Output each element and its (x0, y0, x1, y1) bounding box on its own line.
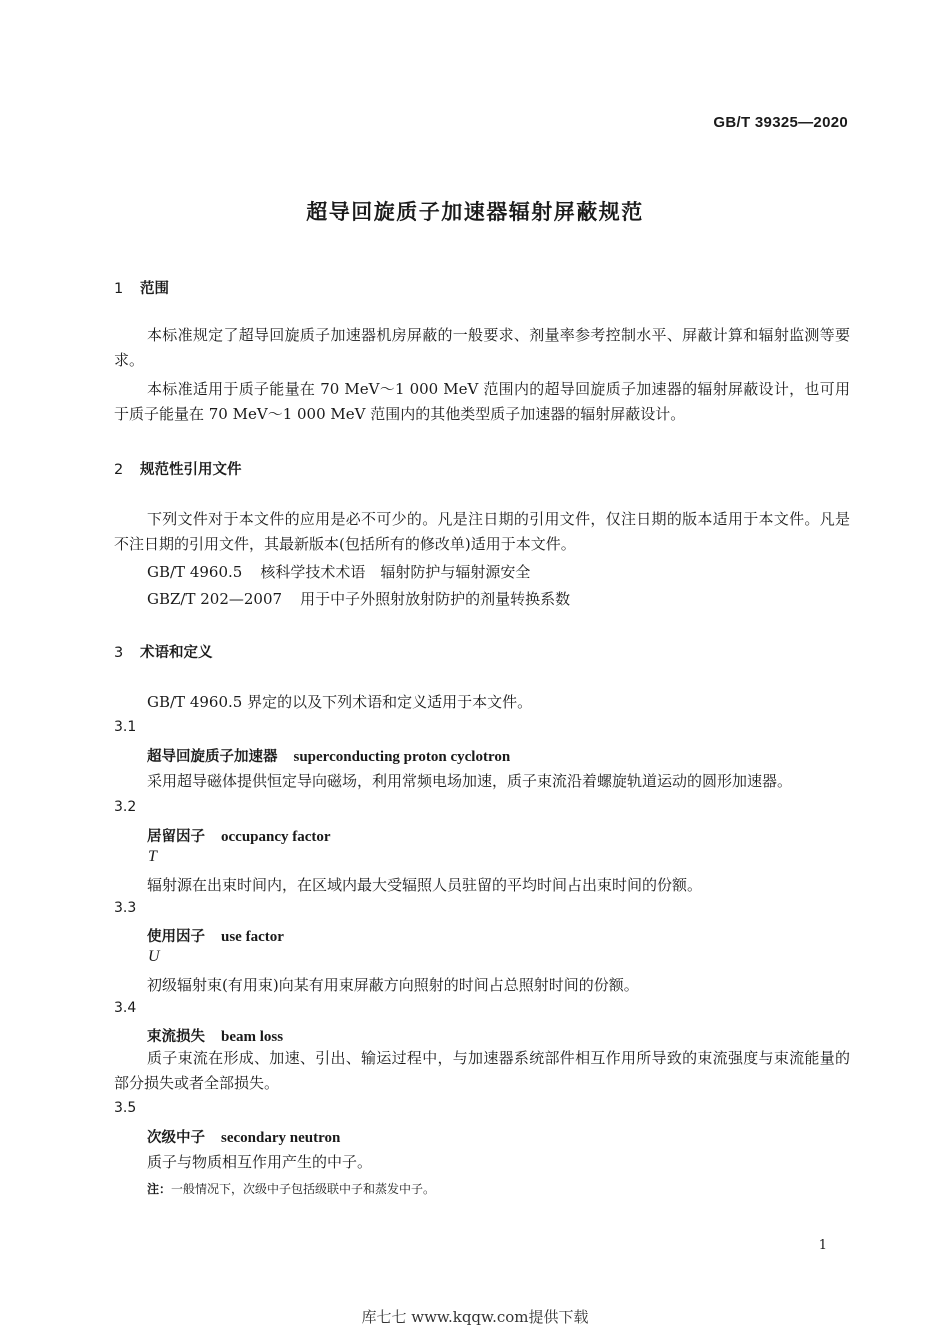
term-title (147, 1126, 340, 1147)
term-zh: 使用因子 (147, 929, 205, 945)
term-definition: 初级辐射束(有用束)向某有用束屏蔽方向照射的时间占总照射时间的份额。 (147, 976, 639, 994)
term-en: use factor (221, 929, 284, 945)
term-symbol: U (148, 948, 160, 965)
term-en: beam loss (221, 1029, 284, 1045)
download-footer: 库七七 www.kqqw.com提供下载 (361, 1308, 589, 1326)
reference-code: GBZ/T 202—2007 (147, 590, 283, 608)
term-title (147, 925, 284, 946)
reference-item (147, 561, 530, 582)
term-title (147, 745, 510, 766)
standard-number: GB/T 39325—2020 (713, 114, 848, 131)
term-title (147, 825, 331, 846)
term-number: 3.1 (114, 719, 137, 735)
term-zh: 居留因子 (147, 829, 205, 845)
note (147, 1180, 435, 1197)
term-definition: 质子束流在形成、加速、引出、输运过程中，与加速器系统部件相互作用所导致的束流强度与束流能量的部分损失或者全部损失。 (114, 1049, 850, 1092)
term-number: 3.5 (114, 1100, 137, 1116)
page-number: 1 (818, 1238, 827, 1253)
section-number: 3 (114, 645, 124, 661)
term-en: occupancy factor (221, 829, 331, 845)
term-number: 3.3 (114, 900, 137, 916)
note-label: 注： (147, 1182, 172, 1196)
term-definition: 质子与物质相互作用产生的中子。 (147, 1153, 373, 1171)
term-title (147, 1025, 283, 1046)
section-2-heading (114, 458, 242, 479)
note-text: 一般情况下，次级中子包括级联中子和蒸发中子。 (171, 1182, 436, 1196)
reference-item (147, 588, 570, 609)
section-number: 1 (114, 281, 124, 297)
section-3-heading (114, 641, 213, 662)
term-en: superconducting proton cyclotron (293, 749, 511, 765)
section-title: 规范性引用文件 (140, 462, 242, 478)
term-number: 3.4 (114, 1000, 137, 1016)
section-3-intro: GB/T 4960.5 界定的以及下列术语和定义适用于本文件。 (147, 693, 533, 711)
section-1-heading (114, 277, 169, 298)
section-2-paragraph-1: 下列文件对于本文件的应用是必不可少的。凡是注日期的引用文件，仅注日期的版本适用于本文件。凡是不注日期的引用文件，其最新版本(包括所有的修改单)适用于本文件。 (114, 510, 850, 553)
term-en: secondary neutron (221, 1130, 341, 1146)
term-symbol: T (148, 848, 157, 865)
reference-code: GB/T 4960.5 (147, 563, 243, 581)
reference-name: 用于中子外照射放射防护的剂量转换系数 (300, 590, 571, 608)
section-1-paragraph-1: 本标准规定了超导回旋质子加速器机房屏蔽的一般要求、剂量率参考控制水平、屏蔽计算和辐射监测等要求。 (114, 326, 850, 369)
section-number: 2 (114, 462, 124, 478)
term-zh: 超导回旋质子加速器 (147, 749, 278, 765)
term-zh: 次级中子 (147, 1130, 205, 1146)
document-title: 超导回旋质子加速器辐射屏蔽规范 (306, 200, 644, 224)
section-1-paragraph-2: 本标准适用于质子能量在 70 MeV～1 000 MeV 范围内的超导回旋质子加速器的辐射屏蔽设计，也可用于质子能量在 70 MeV～1 000 MeV 范围内的其他类型质子加速器的辐射屏蔽设计。 (114, 380, 850, 423)
term-definition: 采用超导磁体提供恒定导向磁场，利用常频电场加速，质子束流沿着螺旋轨道运动的圆形加速器。 (147, 772, 793, 790)
section-title: 术语和定义 (140, 645, 213, 661)
reference-name: 核科学技术术语 辐射防护与辐射源安全 (260, 563, 531, 581)
section-title: 范围 (140, 281, 169, 297)
term-definition: 辐射源在出束时间内，在区域内最大受辐照人员驻留的平均时间占出束时间的份额。 (147, 876, 703, 894)
term-zh: 束流损失 (147, 1029, 205, 1045)
term-number: 3.2 (114, 799, 137, 815)
